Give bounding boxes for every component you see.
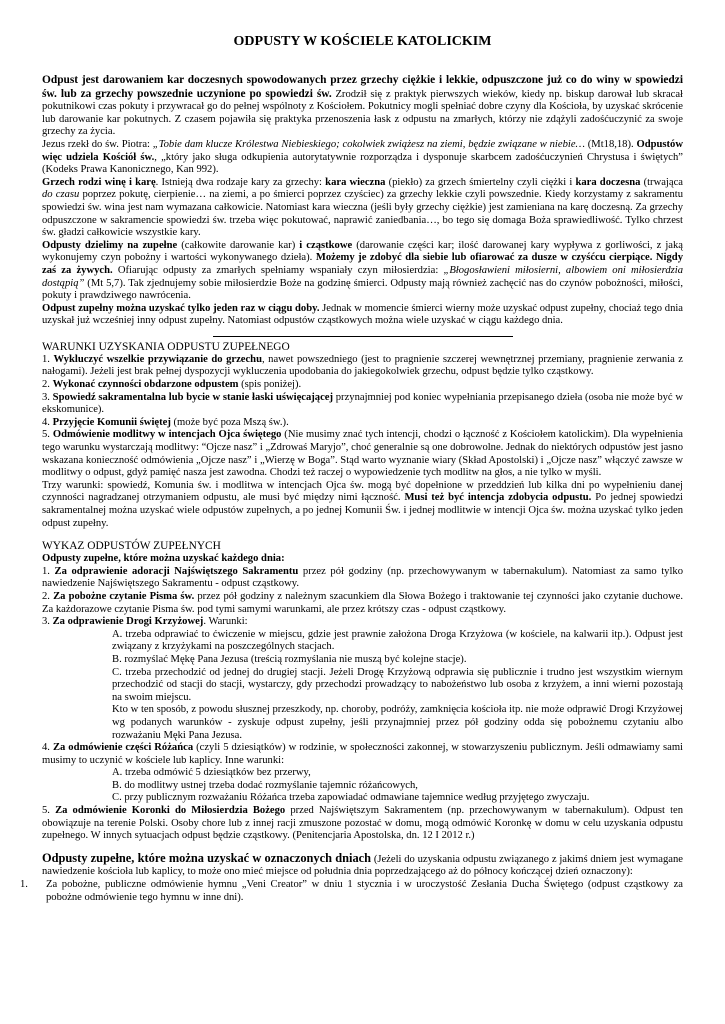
condition-number: 3. [42,391,53,403]
conditions-section [42,341,683,530]
condition-1-bold: Wykluczyć wszelkie przywiązanie do grzechu [53,353,262,365]
indulgence-list-section [20,540,684,904]
conditions-summary [42,480,683,530]
rosary-condition-c: C. przy publicznym rozważaniu Różańca trzeba zapowiadać odmawiane tajemnice według przyjętego zwyczaju. [112,792,590,804]
daily-item-1 [42,566,683,591]
item-number: 2. [42,590,54,602]
intro-paragraph-definition [42,74,683,139]
daily-heading: Odpusty zupełne, które można uzyskać każdego dnia: [42,553,285,565]
church-grants-bold: Odpustów więc udziela Kościół św. [42,138,683,163]
scripture-quote: „Tobie dam klucze Królestwa Niebieskiego; cokolwiek zwiążesz na ziemi, będzie związane w niebie… [152,138,585,150]
condition-item-4 [42,417,683,430]
daily-1-bold: Za odprawienie adoracji Najświętszego Sakramentu [54,565,299,577]
definition-bold: Odpust jest darowaniem kar doczesnych spowodowanych przez grzechy ciężkie i lekkie, odpuszczone już co do winy w spowiedzi św. lub za grzechy powszednie uczynione po spowiedzi św. [42,74,683,100]
eternal-punishment-bold: kara wieczna [325,176,386,188]
condition-number: 5. [42,429,53,441]
way-of-cross-condition-a: A. trzeba odprawiać to ćwiczenie w miejscu, gdzie jest prawnie założona Droga Krzyżowa (w kościele, na kalwarii itp.). Odpust jest związany z krzyżykami na poszczególnych stacjach. [112,628,683,653]
daily-3-bold: Za odprawienie Drogi Krzyżowej [52,616,204,628]
daily-4-bold: Za odmówienie części Różańca [52,742,194,754]
types-bold-a: Odpusty dzielimy na zupełne [42,239,178,251]
types-text-c: Ofiarując odpusty za zmarłych spełniamy wspaniały czyn miłosierdzia: [112,264,444,276]
scripture-ref: (Mt18,18). [584,138,637,150]
condition-item-2 [42,379,683,392]
intro-paragraph-sin [42,177,683,240]
designated-item-1 [20,879,683,904]
way-of-cross-condition-c: C. trzeba przechodzić od jednej do drugiej stacji. Jeżeli Drogę Krzyżową odprawia się publicznie i trudno jest wszystkim wiernym przechodzić od stacji do stacji, wystarczy, gdy przechodzi prowadzący to nabożeństwo lub osoba z krzyżem, a inni wierni pozostają na swoim miejscu. [112,666,683,703]
designated-days-paragraph [42,851,683,879]
list-heading: WYKAZ ODPUSTÓW ZUPEŁNYCH [42,540,221,553]
summary-text-b: Po jednej spowiedzi sakramentalnej można uzyskać wiele odpustów zupełnych, a po jednej Komunii Św. i jednej modlitwie w intencji Ojca św. można uzyskać tylko jeden odpust zupełny. [42,492,683,529]
sin-text-d: poprzez pokutę, cierpienie… na ziemi, a po śmierci poprzez czyściec) za grzechy lekkie czyli powszednie. Kiedy korzystamy z sakramentu spowiedzi św. wina jest nam wymazana całkowicie. Natomiast kara wieczna (jeśli były grzechy ciężkie) jest zamieniana na karę doczesną. Za grzechy odpuszczone w sakramencie spowiedzi św. trzeba więc pokutować, naprawić zaniedbania…, bo tego się domaga Boża sprawiedliwość. Tylko chrzest św. gładzi całkowicie wszystkie kary. [42,189,683,239]
condition-number: 1. [42,353,54,365]
intro-paragraph-once-a-day [42,303,683,328]
item-number: 1. [42,565,55,577]
types-text-d: (Mt 5,7). Tak zjednujemy sobie miłosierdzie Boże na godzinę śmierci. Odpusty mają również zachęcić nas do czynów pobożności, miłości, pokuty i prawdziwego nawrócenia. [42,277,683,302]
condition-3-bold: Spowiedź sakramentalna lub bycie w stanie łaski uświęcającej [52,391,334,403]
daily-item-2 [42,591,683,616]
daily-2-bold: Za pobożne czytanie Pisma św. [53,590,195,602]
page-title: ODPUSTY W KOŚCIELE KATOLICKIM [233,34,492,49]
designated-days-text: (Jeżeli do uzyskania odpustu związanego z jakimś dniem jest wymagane nawiedzenie kościoła lub kaplicy, to może ono mieć miejsce od południa dnia poprzedzającego aż do północy kończącej dzień oznaczony): [42,853,683,878]
sin-italic: do czasu [42,189,80,201]
once-a-day-text: Jednak w momencie śmierci wierny może uzyskać odpust zupełny, chociaż tego dnia uzyskał już wcześniej inny odpust zupełny. Natomiast odpustów cząstkowych można wiele uzyskać w ciągu każdego dnia. [42,302,684,327]
types-text-b: (darowanie części kar; ilość darowanej kary wypływa z gorliwości, z jaką wykonujemy czyn pobożny i wartości wykonywanego dzieła). [42,239,683,264]
temporal-punishment-bold: kara doczesna [575,176,641,188]
daily-2-text: przez pół godziny z należnym szacunkiem dla Słowa Bożego i traktowanie tej czynności jako czytanie duchowe. Za każdorazowe czytanie Pisma św. pod tymi samymi warunkami, ale przez krótszy czas - odpust cząstkowy. [42,590,684,615]
mercy-quote: „Błogosławieni miłosierni, albowiem oni miłosierdzia dostąpią” [42,264,683,289]
sin-text-a: . Istnieją dwa rodzaje kary za grzechy: [155,176,326,188]
condition-4-text: (może być poza Mszą św.). [170,416,289,428]
daily-1-text: przez pół godziny (np. przechowywanym w tabernakulum). Natomiast za samo tylko nawiedzenie Najświętszego Sakramentu - odpust cząstkowy. [42,565,683,590]
item-number: 5. [42,805,56,817]
condition-2-text: (spis poniżej). [238,379,302,391]
scripture-lead: Jezus rzekł do św. Piotra: [42,138,153,150]
daily-3-text: . Warunki: [203,616,248,628]
intro-paragraph-types [42,240,683,303]
condition-item-3 [42,392,683,417]
sin-text-c: (trwająca [640,176,683,188]
daily-5-bold: Za odmówienie Koronki do Miłosierdzia Bożego [55,805,286,817]
intro-paragraph-scripture [42,139,683,177]
types-text-a: (całkowite darowanie kar) [177,239,300,251]
item-number: 4. [42,742,53,754]
condition-5-bold: Odmówienie modlitwy w intencjach Ojca świętego [52,429,282,441]
canon-law-text: , „który jako sługa odkupienia autorytatywnie rozporządza i dysponuje skarbcem zadośćuczynień Chrystusa i świętych” (Kodeks Prawa Kanonicznego, Kan 992). [42,151,683,176]
intro-section [42,74,683,328]
designated-days-bold: Odpusty zupełne, które można uzyskać w oznaczonych dniach [42,850,372,865]
rosary-condition-b: B. do modlitwy ustnej trzeba dodać rozmyślanie tajemnic różańcowych, [112,779,418,791]
daily-item-3 [42,616,683,629]
condition-number: 2. [42,379,53,391]
types-bold-b: i cząstkowe [299,239,353,251]
condition-3-text: przynajmniej pod koniec wypełniania przepisanego dzieła (osoba nie może być w ekskomunice). [42,391,683,416]
rosary-condition-a: A. trzeba odmówić 5 dziesiątków bez przerwy, [112,767,311,779]
summary-text-a: Trzy warunki: spowiedź, Komunia św. i modlitwa w intencjach Ojca św. mogą być dopełnione w przeddzień lub kilka dni po wypełnieniu danej czynności nagradzanej otrzymaniem odpustu, ale musi być między nimi łączność. [42,479,683,504]
way-of-cross-note: Kto w ten sposób, z powodu słusznej przeszkody, np. choroby, podróży, zamknięcia kościoła itp. nie może odprawić Drogi Krzyżowej wg podanych warunków - zyskuje odpust zupełny, jeśli przynajmniej przez pół godziny odda się pobożnemu czytaniu albo rozważaniu Męki Pana Jezusa. [112,704,683,741]
condition-2-bold: Wykonać czynności obdarzone odpustem [52,379,239,391]
condition-1-text: , nawet powszedniego (jest to pragnienie szczerej wewnętrznej przemiany, pragnienie zerwania z nałogami). Jeżeli jest brak pełnej dyspozycji wykluczenia upodobania do jakiegokolwiek grzechu, odpust będzie tylko cząstkowy. [42,353,683,378]
designated-1-text: Za pobożne, publiczne odmówienie hymnu „Veni Creator” w dniu 1 stycznia i w uroczystość Zesłania Ducha Świętego (odpust cząstkowy za pobożne odmówienie tego hymnu w inne dni). [46,879,683,903]
condition-4-bold: Przyjęcie Komunii świętej [52,416,171,428]
sin-bold: Grzech rodzi winę i karę [42,176,156,188]
summary-bold: Musi też być intencja zdobycia odpustu. [404,492,592,504]
sin-text-b: (piekło) za grzech śmiertelny czyli ciężki i [385,176,576,188]
condition-5-text: (Nie musimy znać tych intencji, chodzi o łączność z Kościołem katolickim). Dla wypełnienia tego warunku wystarczają modlitwy: “Ojcze nasz” i „Zdrowaś Maryjo”, choć generalnie są one dobrowolne. Jednak do niektórych odpustów jest jasno wskazana konieczność odmówienia „Ojcze nasz” i „Wierzę w Boga”. Stąd warto wyznanie wiary (Skład Apostolski) i „Ojcze nasz” włączyć zawsze w modlitwy o odpust, gdyż pamięć nasza jest zawodna. Chodzi też raczej o wypowiedzenie tych modlitw na głos, a nie tylko w myśli. [42,429,683,479]
condition-item-1 [42,354,683,379]
definition-text: Zrodził się z praktyk pierwszych wieków, kiedy np. biskup darował lub skracał pokutnikowi czas pokuty i przywracał go do pełnej wspólnoty z Kościołem. Pokutnicy mogli spełniać dobre czyny dla Kościoła, by uzyskać skrócenie lub darowanie kar pokutnych. Z czasem pojawiła się praktyka przenoszenia łask z odpustu na zmarłych, którzy nie zdążyli zadośćuczynić za swoje grzechy za życia. [42,88,683,138]
way-of-cross-condition-b: B. rozmyślać Mękę Pana Jezusa (treścią rozmyślania nie muszą być kolejne stacje). [112,653,467,665]
daily-item-5 [42,805,683,843]
daily-item-4 [42,742,683,767]
section-divider [213,336,513,337]
conditions-heading: WARUNKI UZYSKANIA ODPUSTU ZUPEŁNEGO [42,340,290,353]
item-number: 3. [42,616,53,628]
types-bold-c: Możemy je zdobyć dla siebie lub ofiarować za dusze w czyśćcu cierpiące. Nigdy zaś za żywych. [42,252,683,276]
item-number: 1. [20,879,28,891]
condition-number: 4. [42,416,53,428]
daily-5-text: przed Najświętszym Sakramentem (np. przechowywanym w tabernakulum). Odpust ten obowiązuje na terenie Polski. Osoby chore lub z innej racji zmuszone pozostać w domu, mogą odmówić Koronkę w domu w celu uzyskania odpustu zupełnego. W innych sytuacjach odpust będzie cząstkowy. (Penitencjaria Apostolska, dn. 12 I 2012 r.) [42,805,684,842]
daily-4-text: (czyli 5 dziesiątków) w rodzinie, w społeczności zakonnej, w stowarzyszeniu publicznym. Jeśli odmawiamy sami musimy to uczynić w kościele lub kaplicy. Inne warunki: [42,742,683,766]
once-a-day-bold: Odpust zupełny można uzyskać tylko jeden raz w ciągu doby. [42,302,320,314]
condition-item-5 [42,429,683,479]
